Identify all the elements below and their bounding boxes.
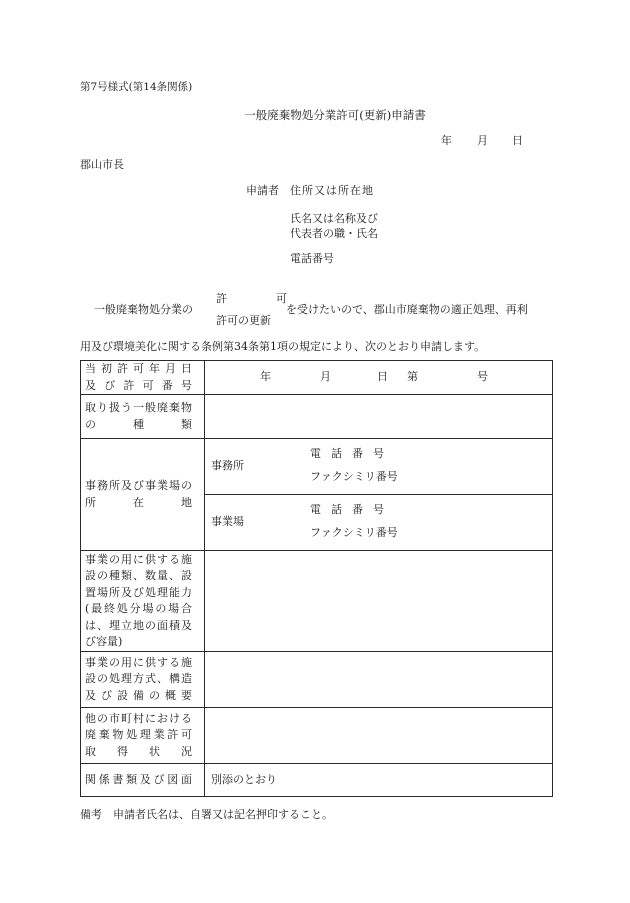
label-location-line2: 所 在 地 bbox=[85, 495, 192, 509]
initial-permit-year: 年 bbox=[260, 370, 271, 383]
site-label: 事業場 bbox=[211, 515, 244, 528]
site-fax-label: ファクシミリ番号 bbox=[310, 526, 398, 539]
label-initial-permit-line1: 当初許可年月日 bbox=[85, 362, 192, 375]
table-row-initial-permit bbox=[81, 361, 553, 395]
date-day-label: 日 bbox=[512, 134, 523, 147]
label-initial-permit bbox=[81, 361, 205, 395]
label-facilities-line2: 設の種類、数量、設 bbox=[85, 569, 192, 582]
documents-value-cell[interactable] bbox=[205, 764, 553, 797]
intro-option-new-char2: 可 bbox=[276, 292, 287, 305]
office-phone-label: 電話番号 bbox=[310, 447, 394, 460]
label-facilities-line6: び容量) bbox=[85, 635, 123, 648]
table-row-processing-method bbox=[81, 652, 553, 708]
label-other-permits bbox=[81, 708, 205, 764]
label-other-permits-line3: 取得状況 bbox=[85, 744, 192, 758]
site-phone-label: 電話番号 bbox=[310, 503, 394, 516]
intro-option-new-char1: 許 bbox=[216, 292, 227, 305]
date-month-label: 月 bbox=[477, 134, 488, 147]
initial-permit-day: 日 bbox=[377, 370, 388, 383]
office-value-cell[interactable] bbox=[205, 439, 553, 495]
initial-permit-number-prefix: 第 bbox=[407, 370, 418, 383]
label-waste-type bbox=[81, 395, 205, 439]
applicant-name-label-line2: 代表者の職・氏名 bbox=[290, 227, 378, 240]
label-other-permits-line1: 他の市町村における bbox=[85, 711, 192, 725]
table-row-other-permits bbox=[81, 708, 553, 764]
intro-text-left: 一般廃棄物処分業の bbox=[94, 303, 193, 316]
intro-option-renew: 許可の更新 bbox=[216, 314, 271, 327]
document-title: 一般廃棄物処分業許可(更新)申請書 bbox=[244, 108, 426, 122]
waste-type-value-cell[interactable] bbox=[205, 395, 553, 439]
applicant-name-label-line1: 氏名又は名称及び bbox=[290, 212, 378, 225]
initial-permit-value-cell[interactable] bbox=[205, 361, 553, 395]
applicant-phone-label: 電話番号 bbox=[290, 252, 334, 265]
form-number: 第7号様式(第14条関係) bbox=[80, 81, 193, 93]
label-facilities-line5: は、埋立地の面積及 bbox=[85, 618, 192, 632]
table-row-waste-type bbox=[81, 395, 553, 439]
label-facilities-line3: 置場所及び処理能力 bbox=[85, 585, 192, 599]
label-initial-permit-line2: 及び許可番号 bbox=[85, 378, 192, 392]
label-facilities-line4: (最終処分場の場合 bbox=[85, 602, 192, 615]
processing-method-value-cell[interactable] bbox=[205, 652, 553, 708]
applicant-address-label: 住所又は所在地 bbox=[290, 184, 374, 197]
label-processing-method-line1: 事業の用に供する施 bbox=[85, 655, 192, 669]
label-facilities-line1: 事業の用に供する施 bbox=[85, 552, 192, 566]
label-location-line1: 事務所及び事業場の bbox=[85, 479, 192, 492]
label-other-permits-line2: 廃棄物処理業許可 bbox=[85, 728, 192, 742]
label-documents bbox=[81, 764, 205, 797]
initial-permit-number-suffix: 号 bbox=[477, 370, 488, 383]
label-processing-method-line3: 及び設備の概要 bbox=[85, 688, 192, 702]
documents-value: 別添のとおり bbox=[211, 772, 277, 786]
addressee: 郡山市長 bbox=[80, 158, 124, 171]
label-facilities bbox=[81, 551, 205, 652]
remarks: 備考 申請者氏名は、自署又は記名押印すること。 bbox=[80, 808, 333, 821]
label-waste-type-line1: 取り扱う一般廃棄物 bbox=[85, 401, 192, 414]
date-year-label: 年 bbox=[441, 134, 452, 147]
intro-text-line2: 用及び環境美化に関する条例第34条第1項の規定により、次のとおり申請します。 bbox=[80, 340, 486, 353]
label-processing-method bbox=[81, 652, 205, 708]
facilities-value-cell[interactable] bbox=[205, 551, 553, 652]
applicant-label: 申請者 bbox=[246, 184, 279, 197]
office-fax-label: ファクシミリ番号 bbox=[310, 470, 398, 483]
intro-text-right: を受けたいので、郡山市廃棄物の適正処理、再利 bbox=[286, 303, 528, 316]
initial-permit-month: 月 bbox=[320, 370, 331, 383]
label-processing-method-line2: 設の処理方式、構造 bbox=[85, 672, 192, 686]
table-row-office bbox=[81, 439, 553, 495]
table-row-facilities bbox=[81, 551, 553, 652]
label-documents-text: 関係書類及び図面 bbox=[85, 772, 192, 786]
application-table bbox=[80, 360, 553, 797]
site-value-cell[interactable] bbox=[205, 495, 553, 551]
table-row-documents bbox=[81, 764, 553, 797]
label-waste-type-line2: の 種 類 bbox=[85, 417, 192, 431]
office-label: 事務所 bbox=[211, 459, 244, 472]
label-location bbox=[81, 439, 205, 551]
other-permits-value-cell[interactable] bbox=[205, 708, 553, 764]
